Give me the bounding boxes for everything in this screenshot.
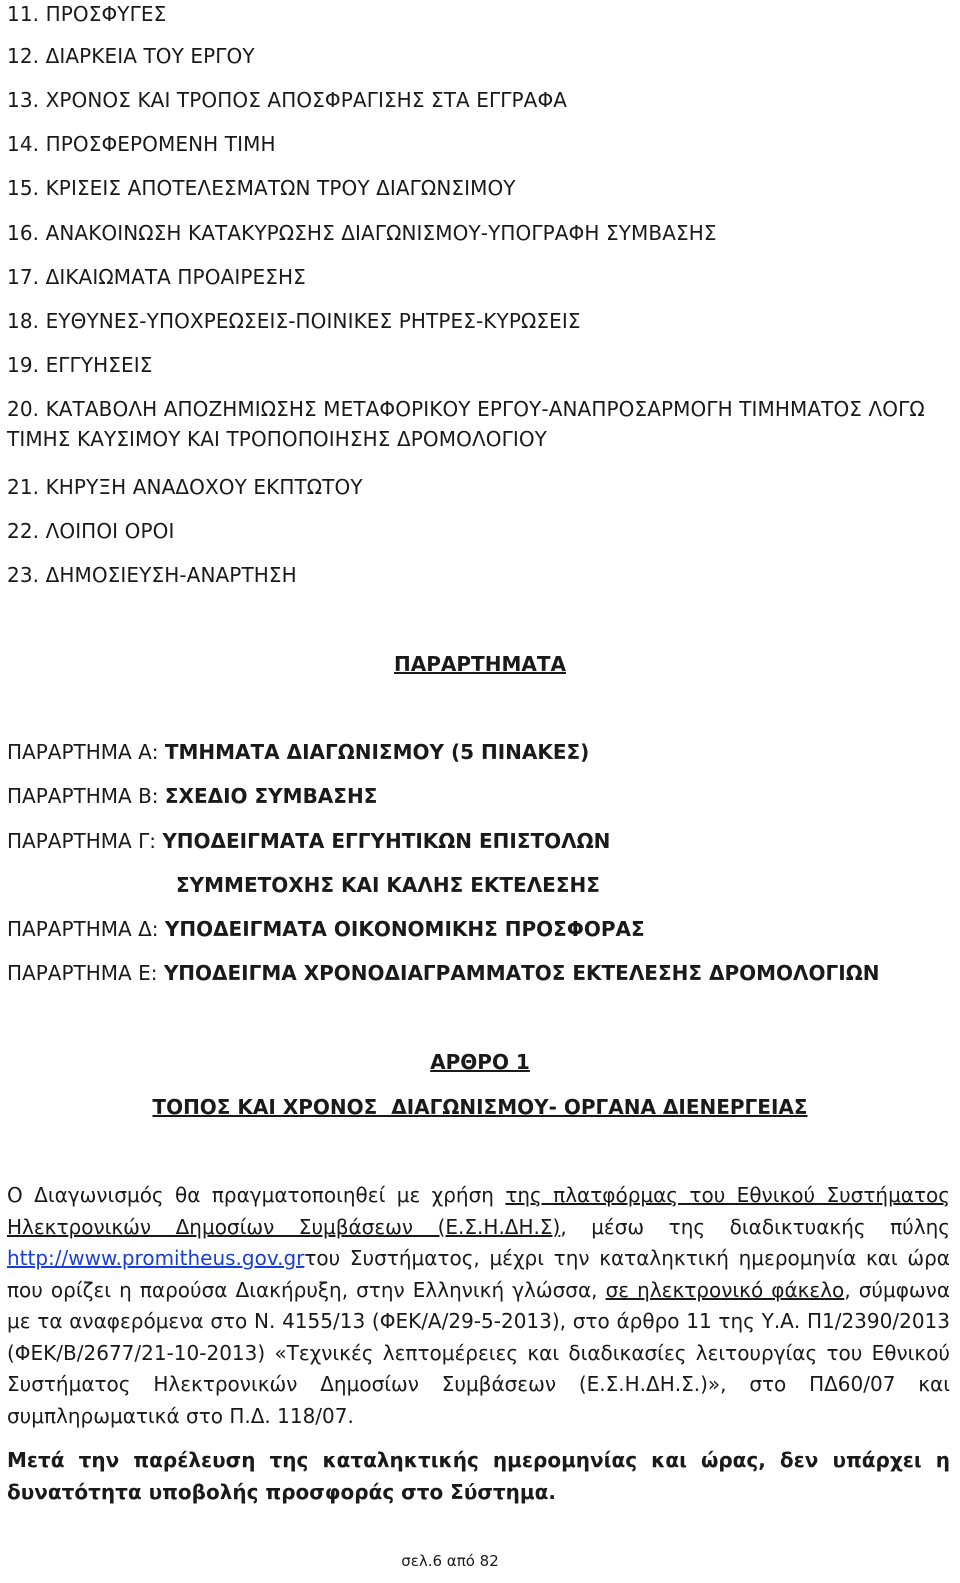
toc-item-16: 16. ΑΝΑΚΟΙΝΩΣΗ ΚΑΤΑΚΥΡΩΣΗΣ ΔΙΑΓΩΝΙΣΜΟΥ-ΥΠΟΓΡΑΦΗ ΣΥΜΒΑΣΗΣ	[7, 221, 717, 245]
annexes-heading: ΠΑΡΑΡΤΗΜΑΤΑ	[394, 652, 566, 676]
page-number: σελ.6 από 82	[401, 1552, 499, 1570]
annex-d	[7, 915, 645, 943]
annex-label: ΠΑΡΑΡΤΗΜΑ Δ:	[7, 917, 165, 941]
article-paragraph-2: Μετά την παρέλευση της καταληκτικής ημερομηνίας και ώρας, δεν υπάρχει η δυνατότητα υποβολής προσφοράς στο Σύστημα.	[7, 1448, 950, 1504]
toc-item-13: 13. ΧΡΟΝΟΣ ΚΑΙ ΤΡΟΠΟΣ ΑΠΟΣΦΡΑΓΙΣΗΣ ΣΤΑ ΕΓΓΡΑΦΑ	[7, 88, 568, 112]
toc-item-18: 18. ΕΥΘΥΝΕΣ-ΥΠΟΧΡΕΩΣΕΙΣ-ΠΟΙΝΙΚΕΣ ΡΗΤΡΕΣ-ΚΥΡΩΣΕΙΣ	[7, 309, 581, 333]
annex-a	[7, 738, 589, 766]
toc-item-12: 12. ΔΙΑΡΚΕΙΑ ΤΟΥ ΕΡΓΟΥ	[7, 44, 255, 68]
article-number: ΑΡΘΡΟ 1	[430, 1050, 530, 1074]
annex-c	[7, 827, 610, 855]
annex-title: ΥΠΟΔΕΙΓΜΑ ΧΡΟΝΟΔΙΑΓΡΑΜΜΑΤΟΣ ΕΚΤΕΛΕΣΗΣ ΔΡΟΜΟΛΟΓΙΩΝ	[163, 961, 880, 985]
annex-label: ΠΑΡΑΡΤΗΜΑ Β:	[7, 784, 165, 808]
toc-item-20: 20. ΚΑΤΑΒΟΛΗ ΑΠΟΖΗΜΙΩΣΗΣ ΜΕΤΑΦΟΡΙΚΟΥ ΕΡΓΟΥ-ΑΝΑΠΡΟΣΑΡΜΟΓΗ ΤΙΜΗΜΑΤΟΣ ΛΟΓΩ ΤΙΜΗΣ ΚΑΥΣΙΜΟΥ ΚΑΙ ΤΡΟΠΟΠΟΙΗΣΗΣ ΔΡΟΜΟΛΟΓΙΟΥ	[7, 397, 925, 451]
toc-item-23: 23. ΔΗΜΟΣΙΕΥΣΗ-ΑΝΑΡΤΗΣΗ	[7, 563, 297, 587]
platform-reference: της πλατφόρμας του Εθνικού Συστήματος Ηλεκτρονικών Δημοσίων Συμβάσεων (Ε.Σ.Η.ΔΗ.Σ)	[7, 1183, 951, 1239]
article-paragraph-1	[7, 1180, 950, 1432]
paragraph-text: , σύμφωνα με τα αναφερόμενα στο Ν. 4155/13 (ΦΕΚ/Α/29-5-2013), στο άρθρο 11 της Υ.Α. Π1/2390/2013 (ΦΕΚ/Β/2677/21-10-2013) «Τεχνικές λεπτομέρειες και διαδικασίες λειτουργίας του Εθνικού Συστήματος Ηλεκτρονικών Δημοσίων Συμβάσεων (Ε.Σ.Η.ΔΗ.Σ.)», στο ΠΔ60/07 και συμπληρωματικά στο Π.Δ. 118/07.	[7, 1277, 951, 1428]
annex-title: ΥΠΟΔΕΙΓΜΑΤΑ ΕΓΓΥΗΤΙΚΩΝ ΕΠΙΣΤΟΛΩΝ	[162, 829, 611, 853]
toc-item-15: 15. ΚΡΙΣΕΙΣ ΑΠΟΤΕΛΕΣΜΑΤΩΝ ΤΡΟΥ ΔΙΑΓΩΝΣΙΜΟΥ	[7, 176, 516, 200]
annex-e	[7, 959, 879, 987]
paragraph-text: του Συστήματος, μέχρι την καταληκτική ημερομηνία και ώρα που ορίζει η παρούσα Διακήρυξη, στην Ελληνική γλώσσα,	[7, 1246, 950, 1302]
annex-b	[7, 782, 377, 810]
toc-item-21: 21. ΚΗΡΥΞΗ ΑΝΑΔΟΧΟΥ ΕΚΠΤΩΤΟΥ	[7, 475, 363, 499]
annex-label: ΠΑΡΑΡΤΗΜΑ Γ:	[7, 829, 163, 853]
toc-item-19: 19. ΕΓΓΥΗΣΕΙΣ	[7, 353, 153, 377]
annex-c-continuation: ΣΥΜΜΕΤΟΧΗΣ ΚΑΙ ΚΑΛΗΣ ΕΚΤΕΛΕΣΗΣ	[176, 873, 600, 897]
paragraph-text: , μέσω της διαδικτυακής πύλης	[560, 1214, 951, 1239]
annex-label: ΠΑΡΑΡΤΗΜΑ Α:	[7, 740, 165, 764]
annex-title: ΣΧΕΔΙΟ ΣΥΜΒΑΣΗΣ	[164, 784, 378, 808]
annex-label: ΠΑΡΑΡΤΗΜΑ Ε:	[7, 961, 164, 985]
portal-link[interactable]: http://www.promitheus.gov.gr	[7, 1246, 305, 1270]
annex-title: ΥΠΟΔΕΙΓΜΑΤΑ ΟΙΚΟΝΟΜΙΚΗΣ ΠΡΟΣΦΟΡΑΣ	[164, 917, 645, 941]
toc-item-22: 22. ΛΟΙΠΟΙ ΟΡΟΙ	[7, 519, 175, 543]
toc-item-17: 17. ΔΙΚΑΙΩΜΑΤΑ ΠΡΟΑΙΡΕΣΗΣ	[7, 265, 306, 289]
toc-item-11: 11. ΠΡΟΣΦΥΓΕΣ	[7, 2, 167, 26]
paragraph-text: Ο Διαγωνισμός θα πραγματοποιηθεί με χρήση	[7, 1183, 506, 1207]
electronic-folder-reference: σε ηλεκτρονικό φάκελο	[605, 1277, 845, 1302]
toc-item-14: 14. ΠΡΟΣΦΕΡΟΜΕΝΗ ΤΙΜΗ	[7, 132, 276, 156]
annex-title: ΤΜΗΜΑΤΑ ΔΙΑΓΩΝΙΣΜΟΥ (5 ΠΙΝΑΚΕΣ)	[164, 740, 590, 764]
article-title: ΤΟΠΟΣ ΚΑΙ ΧΡΟΝΟΣ ΔΙΑΓΩΝΙΣΜΟΥ- ΟΡΓΑΝΑ ΔΙΕΝΕΡΓΕΙΑΣ	[152, 1095, 808, 1119]
